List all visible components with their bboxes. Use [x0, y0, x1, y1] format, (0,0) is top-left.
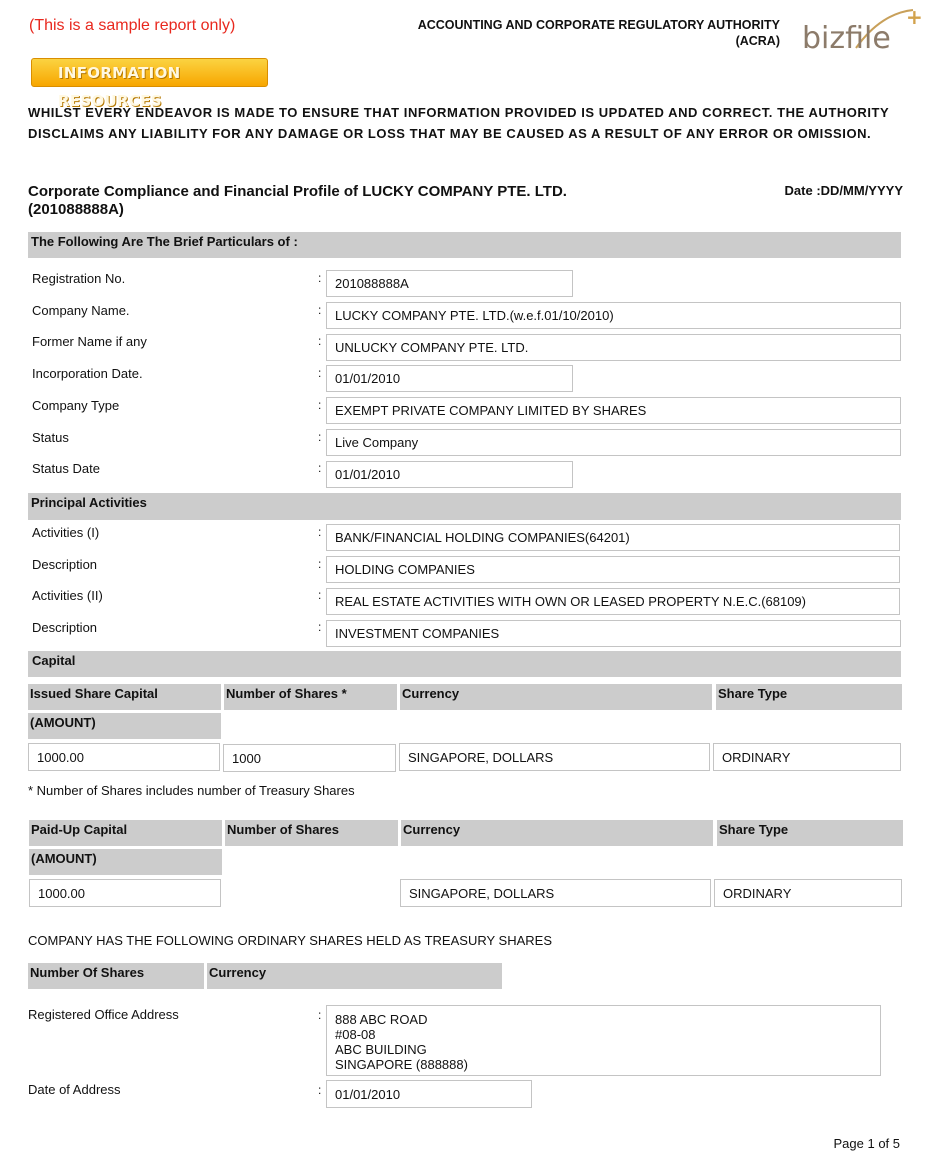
activities-1-label: Activities (I): [32, 525, 100, 540]
registered-office-address-label: Registered Office Address: [28, 1007, 179, 1022]
date-of-address-value: 01/01/2010: [326, 1080, 532, 1108]
company-name-label: Company Name.: [32, 303, 130, 318]
issued-amount-header: (AMOUNT): [28, 713, 221, 739]
capital-heading: Capital: [28, 651, 901, 677]
colon: :: [318, 461, 322, 475]
report-title-line1: Corporate Compliance and Financial Profile of LUCKY COMPANY PTE. LTD.: [28, 183, 567, 200]
colon: :: [318, 1083, 322, 1097]
colon: :: [318, 334, 322, 348]
company-name-value: LUCKY COMPANY PTE. LTD.(w.e.f.01/10/2010): [326, 302, 901, 329]
registration-no-value: 201088888A: [326, 270, 573, 297]
registered-office-address-value: 888 ABC ROAD #08-08 ABC BUILDING SINGAPORE (888888): [326, 1005, 881, 1076]
description-1-label: Description: [32, 557, 98, 572]
incorporation-date-value: 01/01/2010: [326, 365, 573, 392]
issued-share-type-header: Share Type: [716, 684, 902, 710]
status-value: Live Company: [326, 429, 901, 456]
colon: :: [318, 557, 322, 571]
paid-up-amount-value: 1000.00: [29, 879, 221, 907]
description-2-value: INVESTMENT COMPANIES: [326, 620, 901, 647]
treasury-shares-heading: COMPANY HAS THE FOLLOWING ORDINARY SHARES HELD AS TREASURY SHARES: [28, 933, 552, 948]
colon: :: [318, 366, 322, 380]
status-label: Status: [32, 430, 69, 445]
colon: :: [318, 588, 322, 602]
treasury-shares-note: * Number of Shares includes number of Treasury Shares: [28, 783, 355, 798]
report-date: Date :DD/MM/YYYY: [784, 183, 903, 198]
company-type-value: EXEMPT PRIVATE COMPANY LIMITED BY SHARES: [326, 397, 901, 424]
status-date-value: 01/01/2010: [326, 461, 573, 488]
treasury-currency-header: Currency: [207, 963, 502, 989]
report-title: [28, 183, 668, 219]
activities-1-value: BANK/FINANCIAL HOLDING COMPANIES(64201): [326, 524, 900, 551]
colon: :: [318, 271, 322, 285]
colon: :: [318, 620, 322, 634]
paid-up-currency-value: SINGAPORE, DOLLARS: [400, 879, 711, 907]
paid-up-number-of-shares-header: Number of Shares: [225, 820, 398, 846]
disclaimer-text: WHILST EVERY ENDEAVOR IS MADE TO ENSURE THAT INFORMATION PROVIDED IS UPDATED AND CORRECT. THE AUTHORITY DISCLAIMS ANY LIABILITY FOR ANY DAMAGE OR LOSS THAT MAY BE CAUSED AS A RESULT OF ANY ERROR OR OMISSION.: [28, 105, 890, 141]
paid-up-currency-header: Currency: [401, 820, 713, 846]
principal-activities-heading: Principal Activities: [28, 493, 901, 520]
date-of-address-label: Date of Address: [28, 1082, 121, 1097]
particulars-heading: The Following Are The Brief Particulars of :: [28, 232, 901, 258]
issued-share-type-value: ORDINARY: [713, 743, 901, 771]
incorporation-date-label: Incorporation Date.: [32, 366, 143, 381]
paid-up-amount-header: (AMOUNT): [29, 849, 222, 875]
authority-line1: ACCOUNTING AND CORPORATE REGULATORY AUTHORITY: [417, 18, 780, 32]
sample-report-note: (This is a sample report only): [29, 17, 236, 34]
paid-up-share-type-value: ORDINARY: [714, 879, 902, 907]
treasury-number-of-shares-header: Number Of Shares: [28, 963, 204, 989]
colon: :: [318, 398, 322, 412]
description-1-value: HOLDING COMPANIES: [326, 556, 900, 583]
paid-up-capital-header: Paid-Up Capital: [29, 820, 222, 846]
activities-2-label: Activities (II): [32, 588, 103, 603]
information-resources-banner: INFORMATION RESOURCES: [31, 58, 268, 87]
issued-shares-value: 1000: [223, 744, 396, 772]
paid-up-share-type-header: Share Type: [717, 820, 903, 846]
registration-no-label: Registration No.: [32, 271, 126, 286]
issued-number-of-shares-header: Number of Shares *: [224, 684, 397, 710]
logo-plus: +: [906, 5, 923, 29]
former-name-value: UNLUCKY COMPANY PTE. LTD.: [326, 334, 901, 361]
former-name-label: Former Name if any: [32, 334, 147, 349]
authority-line2: (ACRA): [735, 34, 780, 48]
bizfile-logo: [798, 4, 926, 60]
report-title-line2: (201088888A): [28, 201, 124, 218]
colon: :: [318, 430, 322, 444]
page-number: Page 1 of 5: [833, 1136, 900, 1151]
authority-name: [400, 17, 780, 49]
description-2-label: Description: [32, 620, 98, 635]
issued-currency-header: Currency: [400, 684, 712, 710]
colon: :: [318, 303, 322, 317]
issued-currency-value: SINGAPORE, DOLLARS: [399, 743, 710, 771]
status-date-label: Status Date: [32, 461, 100, 476]
company-type-label: Company Type: [32, 398, 120, 413]
logo-text: bizfile: [802, 21, 891, 56]
activities-2-value: REAL ESTATE ACTIVITIES WITH OWN OR LEASED PROPERTY N.E.C.(68109): [326, 588, 900, 615]
colon: :: [318, 525, 322, 539]
issued-amount-value: 1000.00: [28, 743, 220, 771]
issued-share-capital-header: Issued Share Capital: [28, 684, 221, 710]
colon: :: [318, 1008, 322, 1022]
